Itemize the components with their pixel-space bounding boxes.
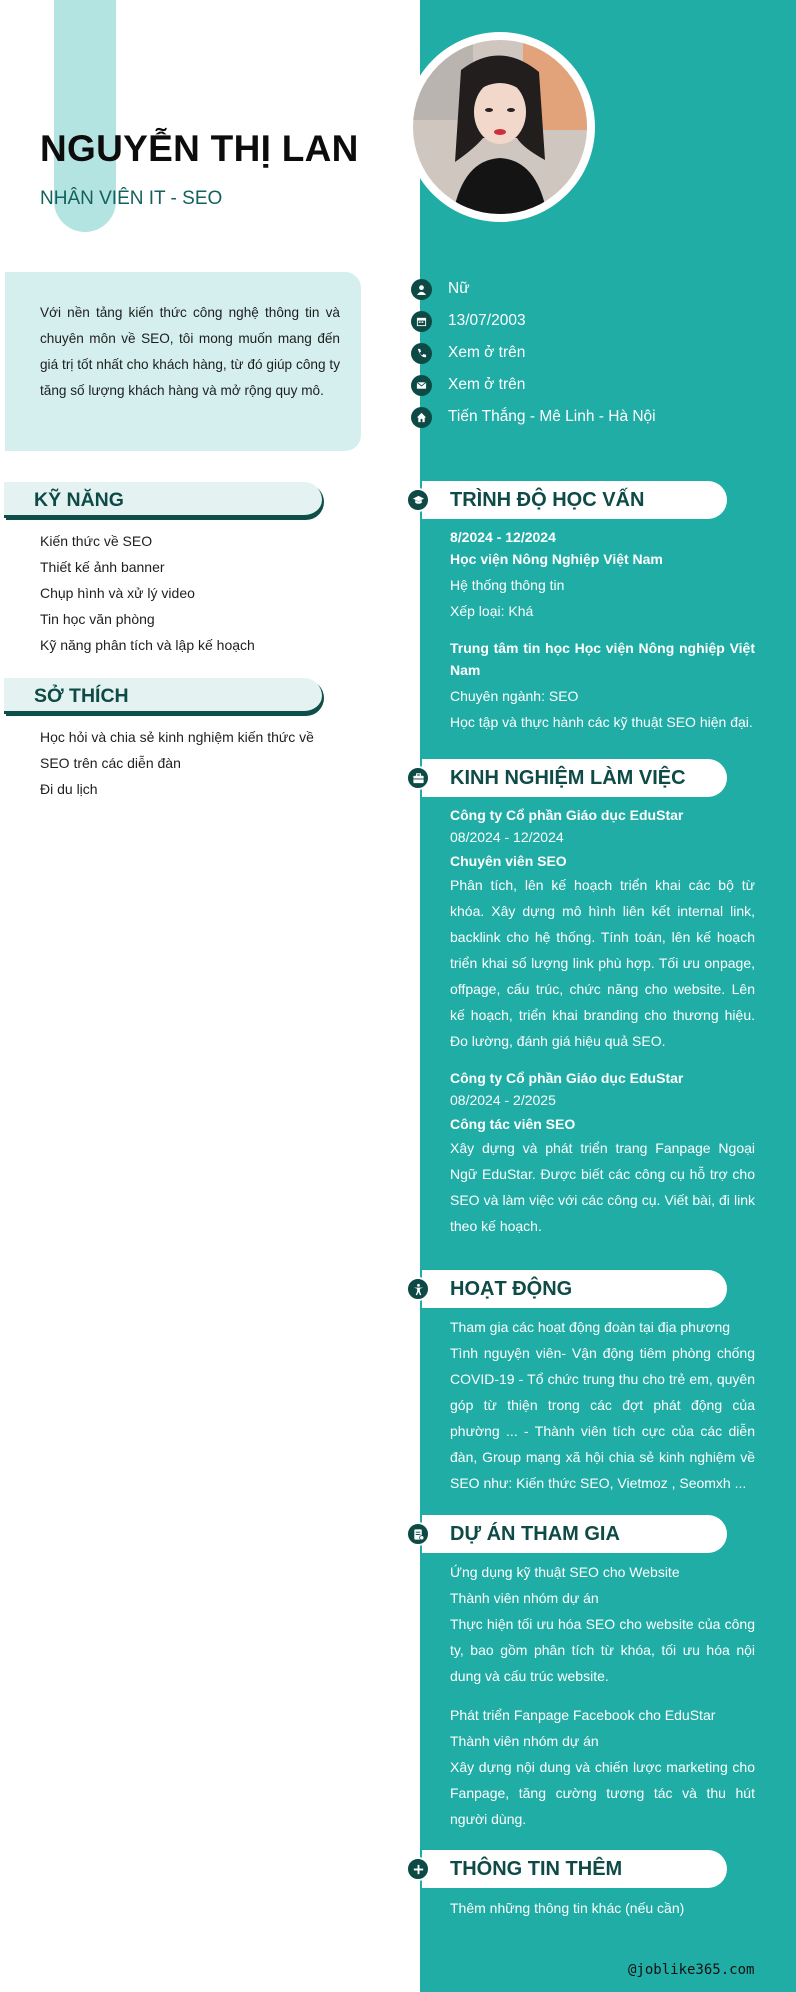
phone-icon [411,343,432,364]
experience-heading: KINH NGHIỆM LÀM VIỆC [450,767,686,789]
experience-heading-bar [402,759,727,797]
skills-list [40,528,255,658]
accessibility-icon [406,1277,430,1301]
phone-value: Xem ở trên [448,344,526,361]
info-birthday [411,305,656,337]
skill-item: Tin học văn phòng [40,611,155,627]
job-company: Công ty Cổ phần Giáo dục EduStar [450,807,684,823]
education-block [450,526,755,735]
info-email [411,369,656,401]
job-company-2: Công ty Cổ phần Giáo dục EduStar [450,1070,684,1086]
job-period: 08/2024 - 12/2024 [450,829,564,845]
avatar [413,40,587,214]
extra-block [450,1895,755,1921]
activity-line: Tham gia các hoạt động đoàn tại địa phương [450,1319,731,1335]
activities-heading: HOẠT ĐỘNG [450,1278,573,1300]
briefcase-icon [406,766,430,790]
activities-block [450,1314,755,1496]
watermark: @joblike365.com [628,1962,755,1978]
info-gender [411,273,656,305]
hobbies-heading-bar [4,678,322,714]
extra-heading-bar [402,1850,727,1888]
personal-info [411,273,656,433]
info-phone [411,337,656,369]
birthday-value: 13/07/2003 [448,312,526,329]
plus-icon [406,1857,430,1881]
activities-heading-bar [402,1270,727,1308]
edu-grade: Xếp loại: Khá [450,603,534,619]
hobby-item: Đi du lịch [40,781,98,797]
extra-text: Thêm những thông tin khác (nếu cần) [450,1900,685,1916]
project-desc-2: Xây dựng nội dung và chiến lược marketing cho Fanpage, tăng cường tương tác và thu hút người dùng. [450,1759,755,1827]
education-heading-bar [402,481,727,519]
projects-heading: DỰ ÁN THAM GIA [450,1523,620,1545]
summary-text: Với nền tảng kiến thức công nghệ thông tin và chuyên môn về SEO, tôi mong muốn mang đến giá trị tốt nhất cho khách hàng, từ đó giúp công ty tăng số lượng khách hàng và mở rộng quy mô. [40,305,340,398]
user-icon [411,279,432,300]
info-address [411,401,656,433]
job-desc-2: Xây dựng và phát triển trang Fanpage Ngoại Ngữ EduStar. Được biết các công cụ hỗ trợ cho SEO và làm việc với các công cụ. Viết bài, đi link theo kế hoạch. [450,1140,755,1234]
edu-school-2: Trung tâm tin học Học viện Nông nghiệp Việt Nam [450,640,755,678]
job-period-2: 08/2024 - 2/2025 [450,1092,556,1108]
edu-major: Hệ thống thông tin [450,577,565,593]
projects-block [450,1559,755,1832]
job-desc: Phân tích, lên kế hoạch triển khai các bộ từ khóa. Xây dựng mô hình liên kết internal link, backlink cho hệ thống. Tính toán, lên kế hoạch triển khai số lượng link phù hợp. Tối ưu onpage, offpage, cấu trúc, chức năng cho website. Lên kế hoạch, triển khai branding cho thương hiệu. Đo lường, đánh giá hiệu quả SEO. [450,877,755,1049]
calendar-icon [411,311,432,332]
skill-item: Thiết kế ảnh banner [40,559,165,575]
job-title: NHÂN VIÊN IT - SEO [40,188,223,209]
hobby-item: Học hỏi và chia sẻ kinh nghiệm kiến thức về SEO trên các diễn đàn [40,729,314,771]
gender-value: Nữ [448,280,470,297]
skill-item: Chụp hình và xử lý video [40,585,195,601]
hobbies-heading: SỞ THÍCH [34,685,129,707]
edu-major-2: Chuyên ngành: SEO [450,688,579,704]
skill-item: Kiến thức về SEO [40,533,153,549]
edu-school: Học viện Nông Nghiệp Việt Nam [450,551,663,567]
project-role: Thành viên nhóm dự án [450,1590,599,1606]
candidate-name: NGUYỄN THỊ LAN [40,128,359,169]
project-role-2: Thành viên nhóm dự án [450,1733,599,1749]
skills-heading-bar [4,482,322,518]
extra-heading: THÔNG TIN THÊM [450,1858,623,1880]
activity-desc: Tình nguyện viên- Vận động tiêm phòng chống COVID-19 - Tổ chức trung thu cho trẻ em, quyên góp từ thiện trong các đợt phát động của phường ... - Thành viên tích cực của các diễn đàn, Group mạng xã hội chia sẻ kinh nghiệm về SEO như: Kiến thức SEO, Vietmoz , Seomxh ... [450,1345,755,1491]
education-heading: TRÌNH ĐỘ HỌC VẤN [450,489,645,511]
skills-heading: KỸ NĂNG [34,489,124,511]
skill-item: Kỹ năng phân tích và lập kế hoạch [40,637,255,653]
graduation-cap-icon [406,488,430,512]
project-desc: Thực hiện tối ưu hóa SEO cho website của công ty, bao gồm phân tích từ khóa, tối ưu hóa nội dung và cấu trúc website. [450,1616,755,1684]
envelope-icon [411,375,432,396]
job-role: Chuyên viên SEO [450,853,567,869]
project-document-icon [406,1522,430,1546]
edu-desc-2: Học tập và thực hành các kỹ thuật SEO hiện đại. [450,714,753,730]
address-value: Tiến Thắng - Mê Linh - Hà Nội [448,408,656,425]
edu-period: 8/2024 - 12/2024 [450,529,556,545]
experience-block [450,804,755,1239]
project-name: Ứng dụng kỹ thuật SEO cho Website [450,1564,680,1580]
home-icon [411,407,432,428]
projects-heading-bar [402,1515,727,1553]
email-value: Xem ở trên [448,376,526,393]
job-role-2: Công tác viên SEO [450,1116,576,1132]
project-name-2: Phát triển Fanpage Facebook cho EduStar [450,1707,716,1723]
